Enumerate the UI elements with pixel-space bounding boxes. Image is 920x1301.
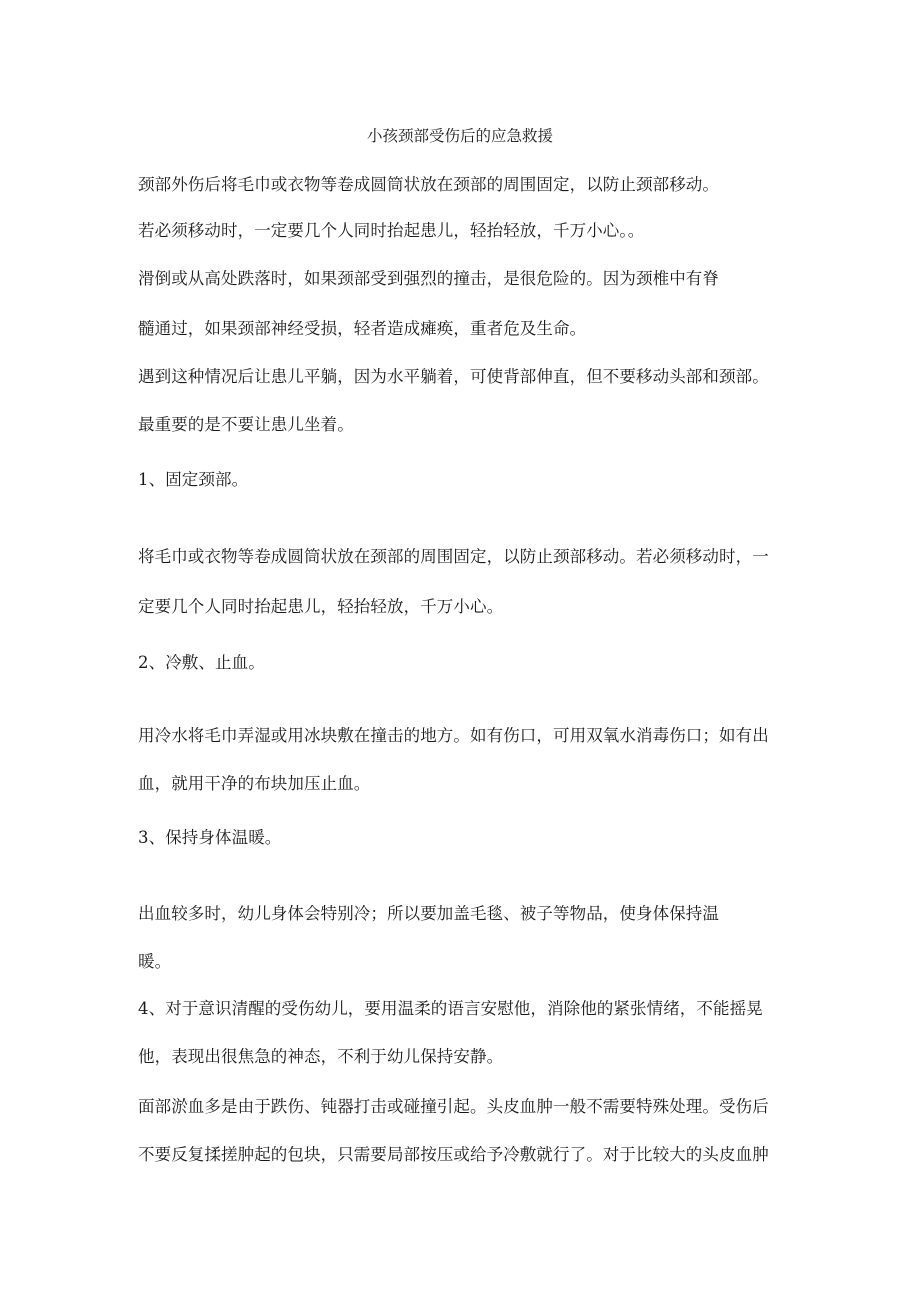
paragraph-line: 不要反复揉搓肿起的包块，只需要局部按压或给予冷敷就行了。对于比较大的头皮血肿 [138, 1145, 769, 1164]
paragraph-line: 最重要的是不要让患儿坐着。 [138, 415, 354, 434]
section-heading: 4、对于意识清醒的受伤幼儿，要用温柔的语言安慰他，消除他的紧张情绪，不能摇晃 [138, 999, 763, 1018]
paragraph-line: 他，表现出很焦急的神态，不利于幼儿保持安静。 [138, 1047, 504, 1066]
section-heading: 3、保持身体温暖。 [138, 828, 282, 847]
paragraph-line: 颈部外伤后将毛巾或衣物等卷成圆筒状放在颈部的周围固定，以防止颈部移动。 [138, 175, 719, 194]
section-heading: 2、冷敷、止血。 [138, 653, 265, 672]
paragraph-line: 将毛巾或衣物等卷成圆筒状放在颈部的周围固定，以防止颈部移动。若必须移动时，一 [138, 547, 769, 566]
paragraph-line: 滑倒或从高处跌落时，如果颈部受到强烈的撞击，是很危险的。因为颈椎中有脊 [138, 269, 719, 288]
paragraph-line: 髓通过，如果颈部神经受损，轻者造成瘫痪，重者危及生命。 [138, 319, 587, 338]
paragraph-line: 暖。 [138, 952, 172, 971]
document-title: 小孩颈部受伤后的应急救援 [366, 127, 553, 145]
paragraph-line: 用冷水将毛巾弄湿或用冰块敷在撞击的地方。如有伤口，可用双氧水消毒伤口；如有出 [138, 726, 769, 745]
paragraph-line: 定要几个人同时抬起患儿，轻抬轻放，千万小心。 [138, 597, 504, 616]
section-heading: 1、固定颈部。 [138, 470, 249, 489]
paragraph-line: 遇到这种情况后让患儿平躺，因为水平躺着，可使背部伸直，但不要移动头部和颈部。 [138, 367, 769, 386]
paragraph-line: 血，就用干净的布块加压止血。 [138, 774, 371, 793]
paragraph-line: 若必须移动时，一定要几个人同时抬起患儿，轻抬轻放，千万小心。。 [138, 221, 645, 240]
paragraph-line: 出血较多时，幼儿身体会特别冷；所以要加盖毛毯、被子等物品，使身体保持温 [138, 904, 719, 923]
paragraph-line: 面部淤血多是由于跌伤、钝器打击或碰撞引起。头皮血肿一般不需要特殊处理。受伤后 [138, 1097, 769, 1116]
